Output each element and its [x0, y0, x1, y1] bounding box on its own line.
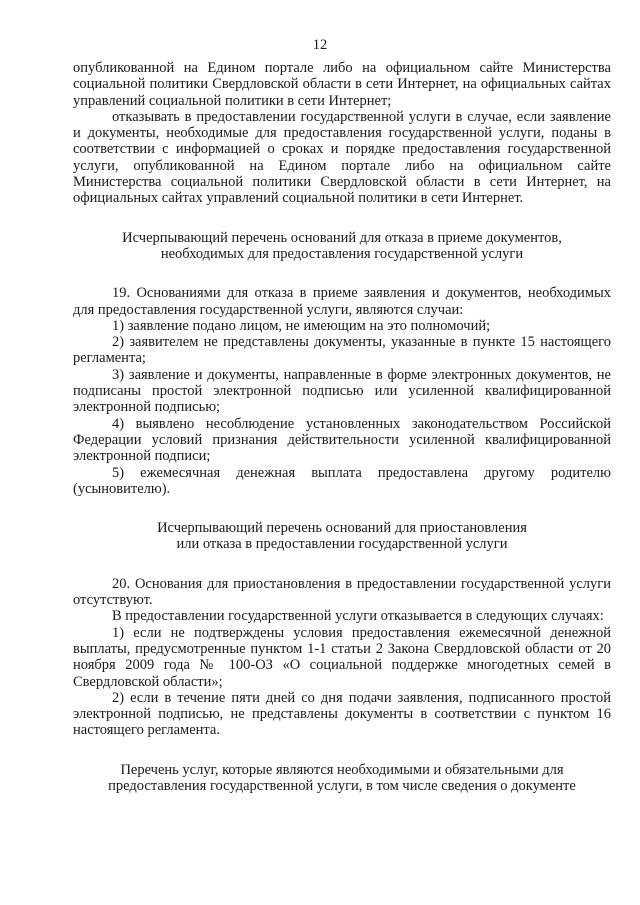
clause-19-item: 5) ежемесячная денежная выплата предоставлена другому родителю (усыновителю).	[73, 464, 611, 497]
paragraph-refusal-rule: отказывать в предоставлении государственной услуги в случае, если заявление и документы, необходимые для предоставления государственной услуги, поданы в соответствии с информацией о сроках и порядке предоставления государственной услуги, опубликованной на Едином портале либо на официальном сайте Министерства социальной политики Свердловской области в сети Интернет, на официальных сайтах управлений социальной политики в сети Интернет.	[73, 108, 611, 207]
clause-20-item: 2) если в течение пяти дней со дня подачи заявления, подписанного простой электронной подписью, не представлены документы в соответствии с пунктом 16 настоящего регламента.	[73, 689, 611, 739]
clause-19-item: 2) заявителем не представлены документы, указанные в пункте 15 настоящего регламента;	[73, 334, 611, 367]
document-body	[73, 60, 611, 794]
heading-line: Перечень услуг, которые являются необходимыми и обязательными для	[120, 761, 564, 778]
heading-line: предоставления государственной услуги, в том числе сведения о документе	[108, 777, 576, 794]
clause-19-item: 4) выявлено несоблюдение установленных законодательством Российской Федерации условий признания действительности усиленной квалифицированной электронной подписи;	[73, 415, 611, 465]
paragraph-continuation: опубликованной на Едином портале либо на официальном сайте Министерства социальной политики Свердловской области в сети Интернет, на официальных сайтах управлений социальной политики в сети Интернет;	[73, 60, 611, 109]
clause-19-intro: 19. Основаниями для отказа в приеме заявления и документов, необходимых для предоставления государственной услуги, являются случаи:	[73, 285, 611, 318]
clause-20-refusal-intro: В предоставлении государственной услуги отказывается в следующих случаях:	[112, 608, 604, 625]
clause-19-item: 3) заявление и документы, направленные в форме электронных документов, не подписаны простой электронной подписью или усиленной квалифицированной электронной подписью;	[73, 366, 611, 416]
section-heading-suspension-refusal	[73, 520, 611, 553]
heading-line: Исчерпывающий перечень оснований для отказа в приеме документов,	[122, 229, 562, 246]
section-heading-required-services	[73, 762, 611, 795]
heading-line: необходимых для предоставления государственной услуги	[160, 245, 524, 262]
clause-20-intro: 20. Основания для приостановления в предоставлении государственной услуги отсутствуют.	[73, 575, 611, 609]
clause-20-item: 1) если не подтверждены условия предоставления ежемесячной денежной выплаты, предусмотренные пунктом 1-1 статьи 2 Закона Свердловской области от 20 ноября 2009 года № 100-ОЗ «О социальной поддержке многодетных семей в Свердловской области»;	[73, 624, 611, 690]
heading-line: Исчерпывающий перечень оснований для приостановления	[157, 520, 527, 537]
heading-line: или отказа в предоставлении государственной услуги	[176, 536, 508, 553]
section-heading-refusal-acceptance	[73, 230, 611, 263]
page-number: 12	[312, 37, 328, 53]
clause-19-item: 1) заявление подано лицом, не имеющим на это полномочий;	[112, 317, 491, 334]
